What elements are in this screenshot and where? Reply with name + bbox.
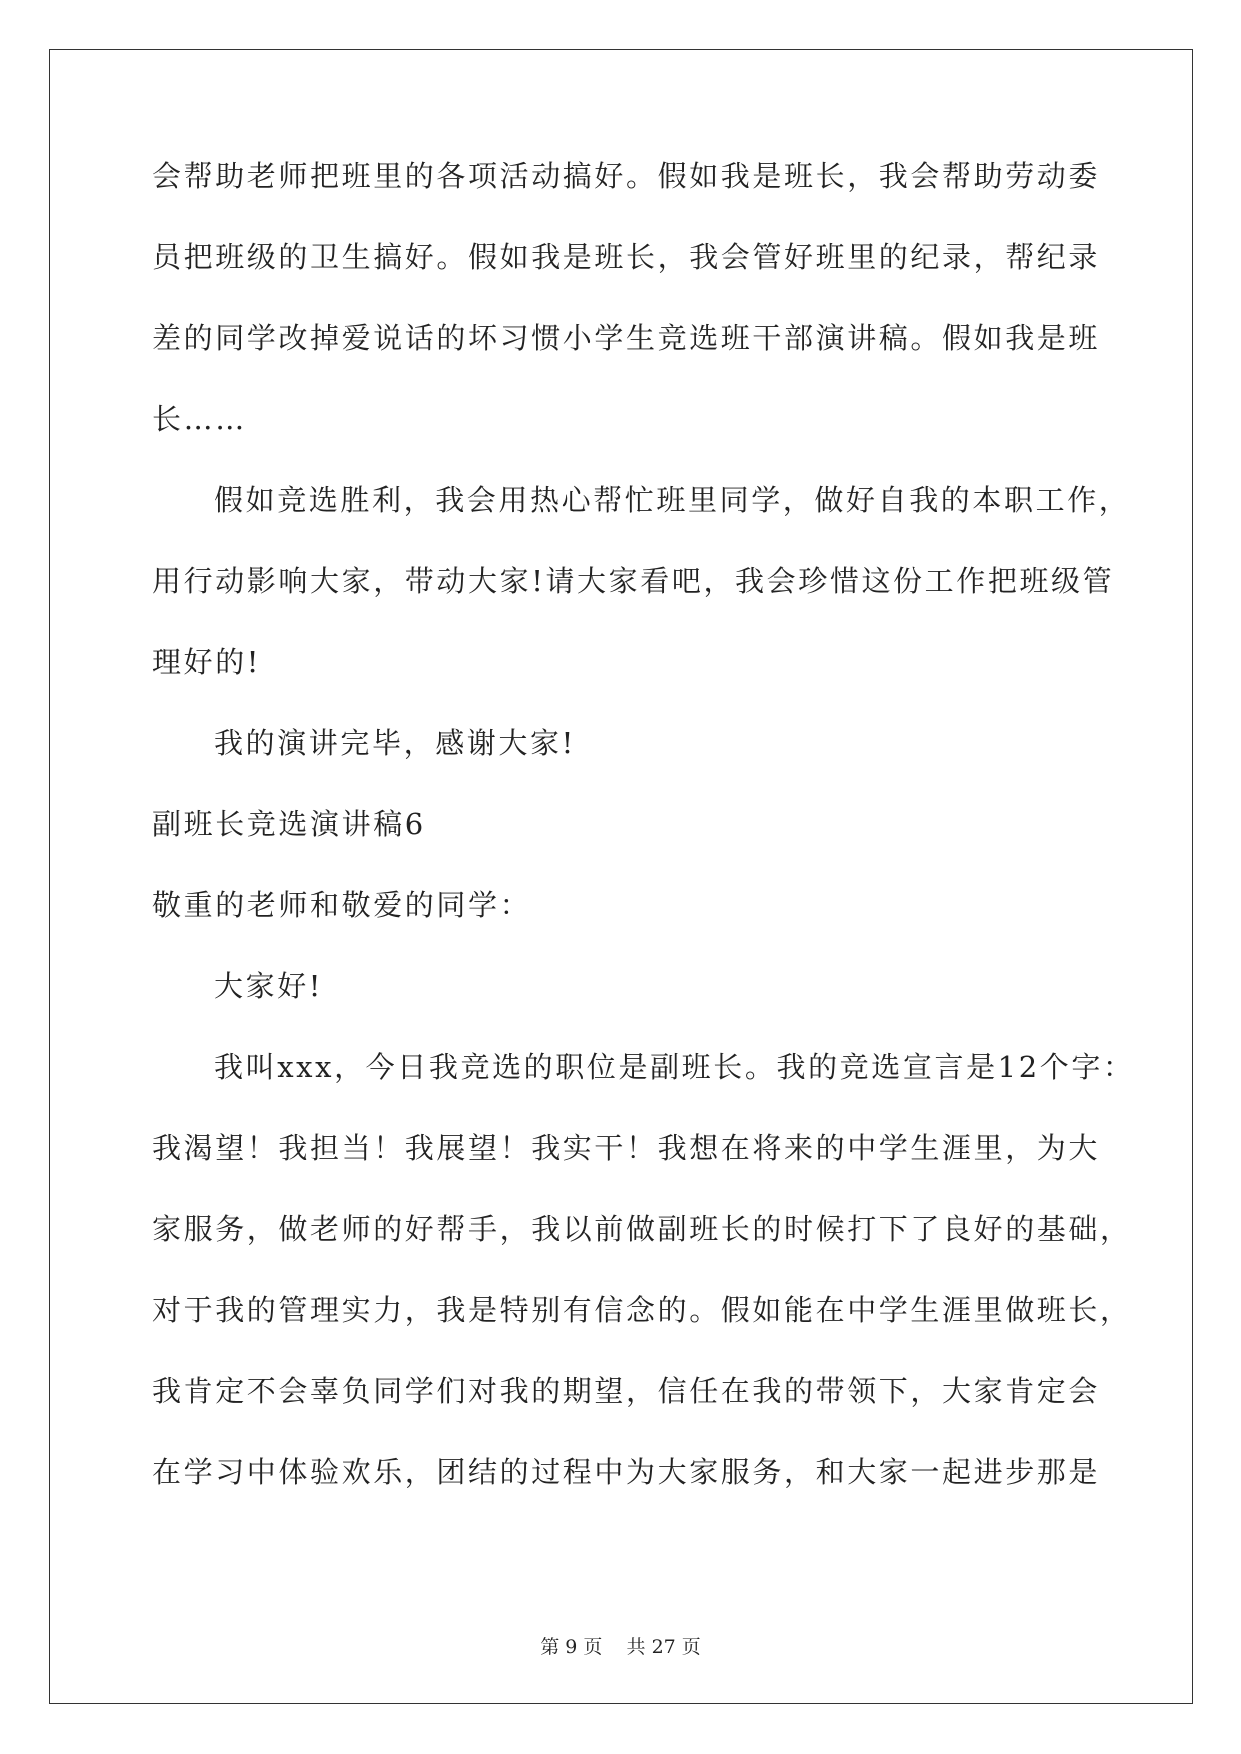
text-line: 理好的! <box>152 645 262 679</box>
greeting: 大家好! <box>214 969 324 1003</box>
text-line: 对于我的管理实力，我是特别有信念的。假如能在中学生涯里做班长， <box>152 1293 1132 1327</box>
page-number-label: 第 9 页 共 27 页 <box>540 1636 701 1658</box>
text-line: 长…… <box>152 402 247 436</box>
text-line: 在学习中体验欢乐，团结的过程中为大家服务，和大家一起进步那是 <box>152 1455 1101 1489</box>
text-line: 会帮助老师把班里的各项活动搞好。假如我是班长，我会帮助劳动委 <box>152 159 1101 193</box>
text-line: 差的同学改掉爱说话的坏习惯小学生竞选班干部演讲稿。假如我是班 <box>152 321 1101 355</box>
document-body <box>152 159 1135 1537</box>
text-line: 我渴望！我担当！我展望！我实干！我想在将来的中学生涯里，为大 <box>152 1131 1101 1165</box>
salutation: 敬重的老师和敬爱的同学： <box>152 888 532 922</box>
text-line: 员把班级的卫生搞好。假如我是班长，我会管好班里的纪录，帮纪录 <box>152 240 1101 274</box>
text-line: 家服务，做老师的好帮手，我以前做副班长的时候打下了良好的基础， <box>152 1212 1132 1246</box>
paragraph-start: 我的演讲完毕，感谢大家! <box>214 726 576 760</box>
page-number-footer <box>0 1632 1241 1659</box>
section-title: 副班长竞选演讲稿6 <box>152 807 426 841</box>
text-line: 用行动影响大家，带动大家!请大家看吧，我会珍惜这份工作把班级管 <box>152 564 1115 598</box>
paragraph-start: 我叫xxx，今日我竞选的职位是副班长。我的竞选宣言是12个字： <box>214 1050 1135 1084</box>
paragraph-start: 假如竞选胜利，我会用热心帮忙班里同学，做好自我的本职工作， <box>214 483 1131 517</box>
text-line: 我肯定不会辜负同学们对我的期望，信任在我的带领下，大家肯定会 <box>152 1374 1101 1408</box>
